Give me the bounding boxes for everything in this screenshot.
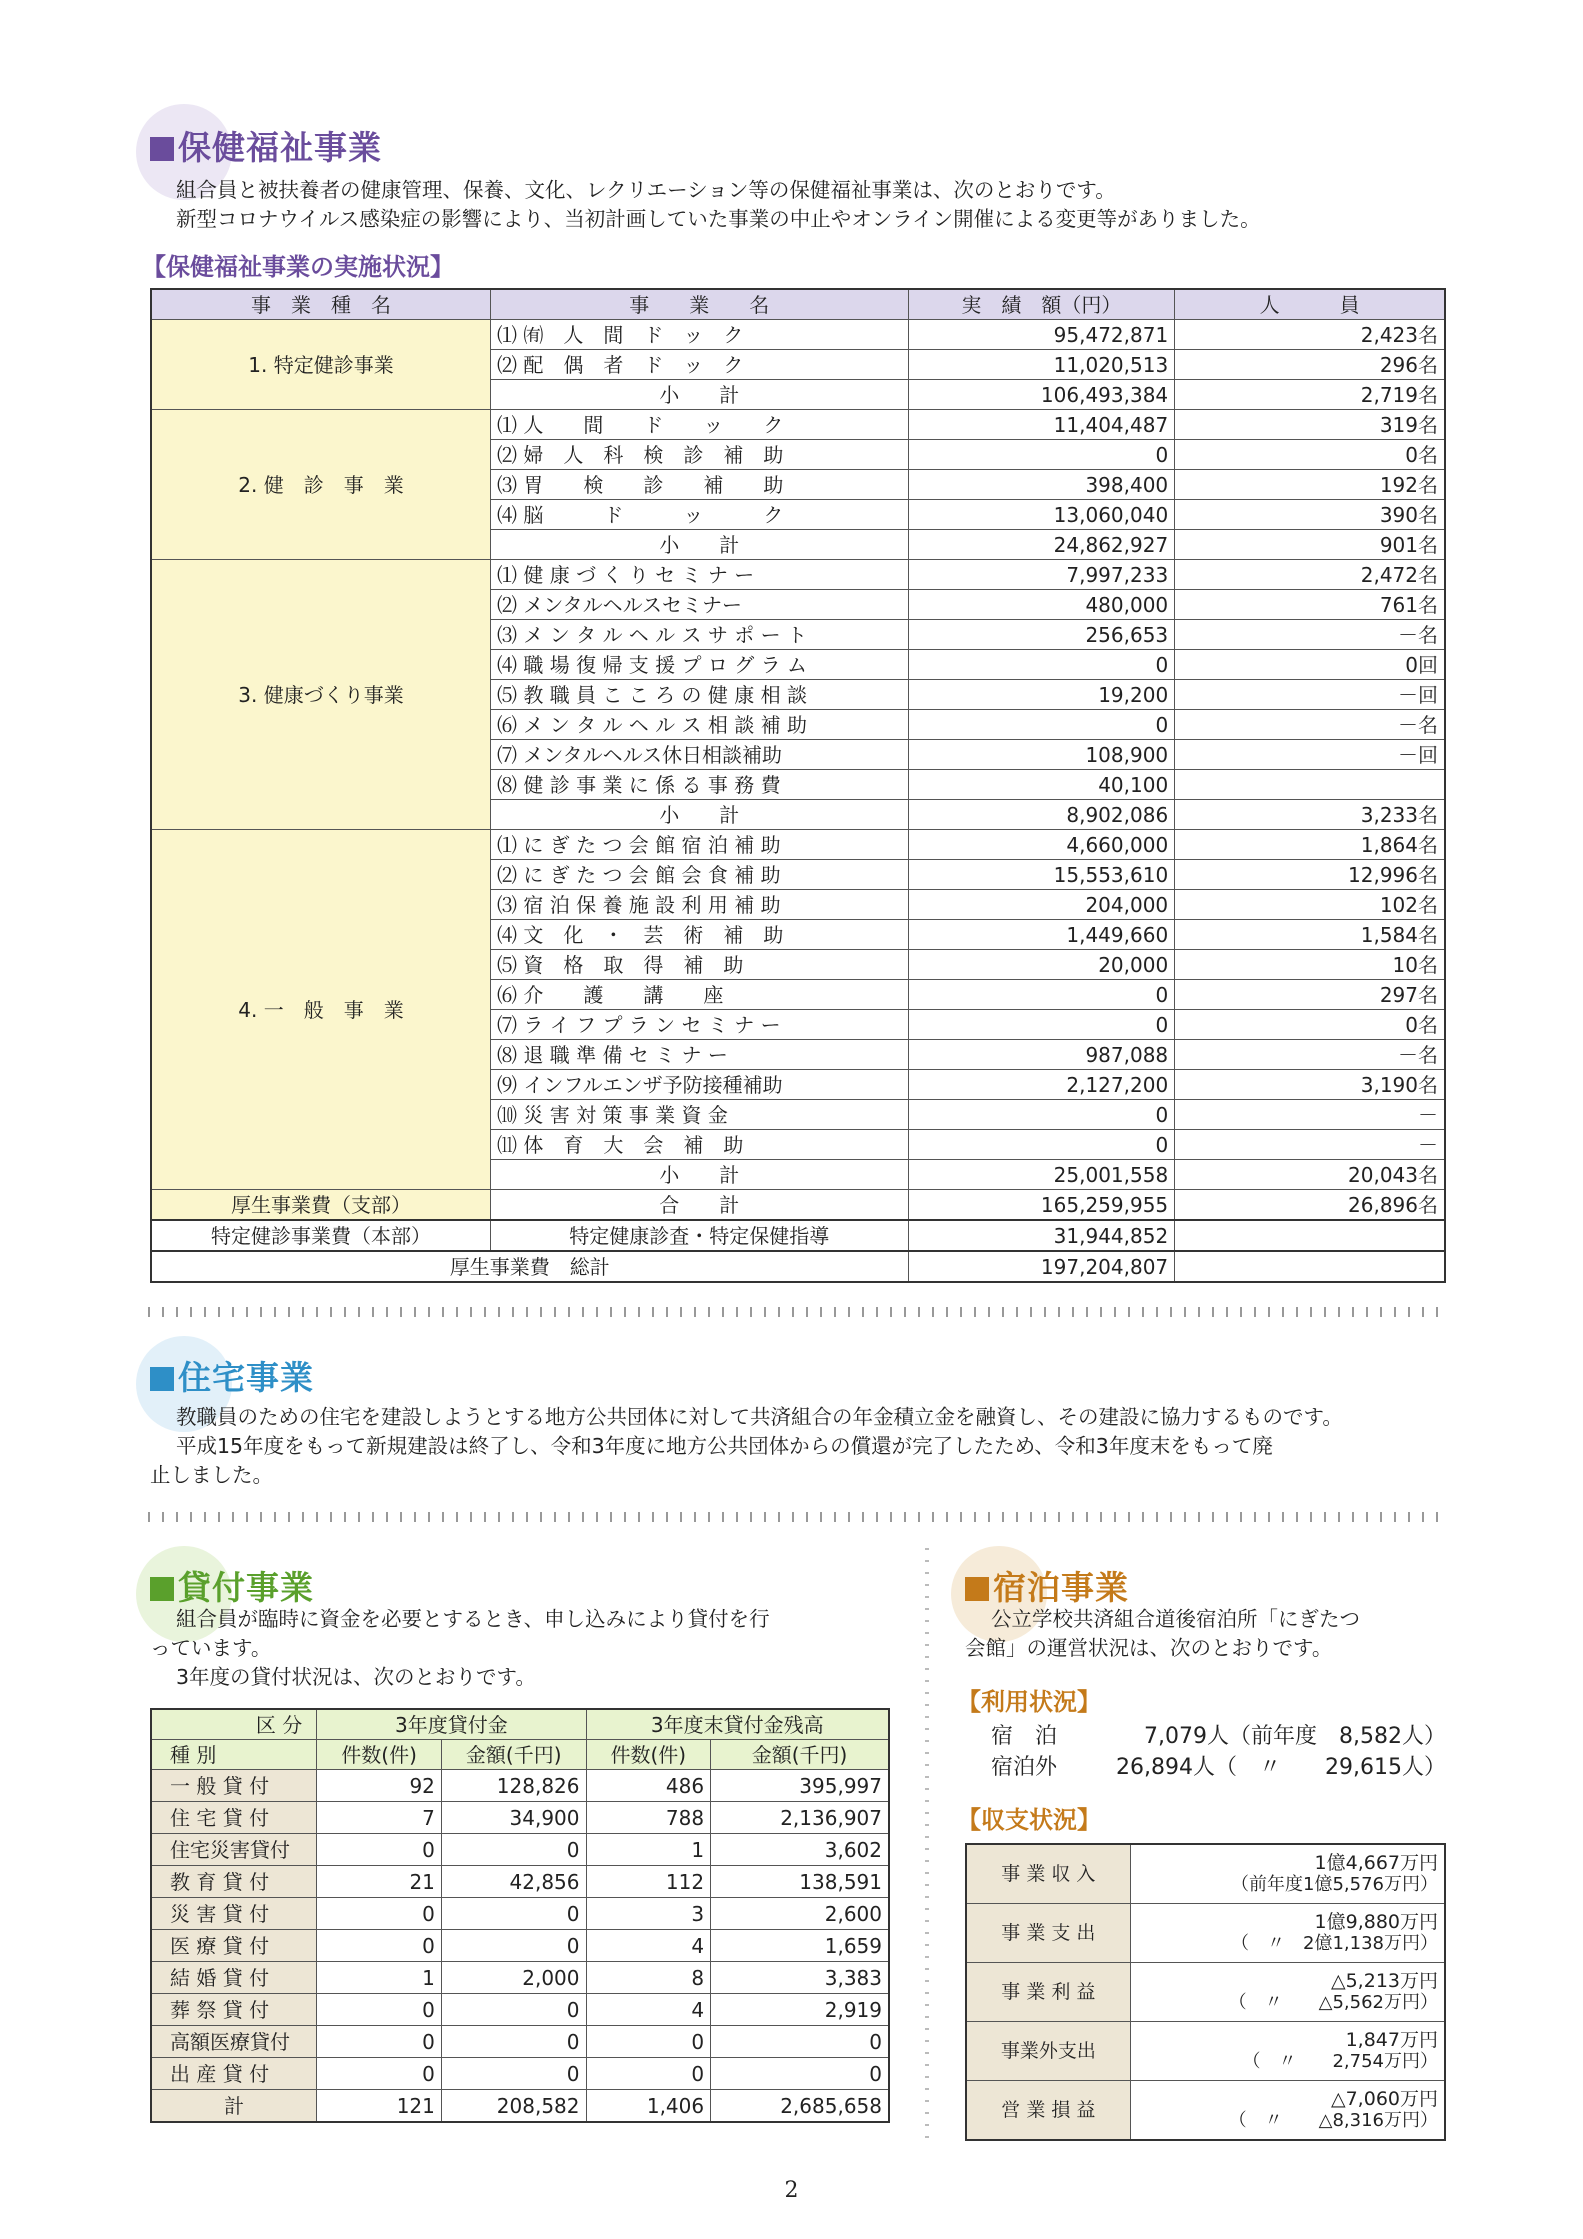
balance-count: 3 <box>586 1898 711 1930</box>
loan-type: 一 般 貸 付 <box>151 1770 317 1802</box>
people-cell: 3,190名 <box>1175 1070 1445 1100</box>
table-row <box>151 1866 889 1898</box>
table-row-total <box>151 1190 1445 1221</box>
loan-amount: 0 <box>441 1930 586 1962</box>
category-cell: 4. 一 般 事 業 <box>151 830 491 1190</box>
loan-type: 葬 祭 貸 付 <box>151 1994 317 2026</box>
item-name: ⑸ 資 格 取 得 補 助 <box>491 950 909 980</box>
amount-cell: 1,449,660 <box>908 920 1175 950</box>
people-cell: 0回 <box>1175 650 1445 680</box>
loan-amount: 0 <box>441 1834 586 1866</box>
amount-cell: 13,060,040 <box>908 500 1175 530</box>
item-name: ⑺ メンタルヘルス休日相談補助 <box>491 740 909 770</box>
shushi-current: 1億4,667万円 <box>1314 1852 1438 1874</box>
shushi-title: 【収支状況】 <box>957 1806 1101 1834</box>
shushi-value <box>1130 2081 1445 2141</box>
amount-cell: 0 <box>908 1100 1175 1130</box>
balance-amount: 0 <box>711 2058 889 2090</box>
people-cell <box>1175 1220 1445 1251</box>
loan-count: 0 <box>317 1994 442 2026</box>
shushi-value <box>1130 1904 1445 1963</box>
people-cell: 390名 <box>1175 500 1445 530</box>
kashitsuke-title <box>150 1562 314 1609</box>
shukuhaku-para-1b: 会館」の運営状況は、次のとおりです。 <box>965 1636 1333 1660</box>
people-cell: － <box>1175 1130 1445 1160</box>
amount-cell: 165,259,955 <box>908 1190 1175 1221</box>
amount-cell: 0 <box>908 1130 1175 1160</box>
amount-cell: 31,944,852 <box>908 1220 1175 1251</box>
jutaku-title-text: 住宅事業 <box>178 1358 314 1397</box>
amount-cell: 24,862,927 <box>908 530 1175 560</box>
balance-count: 0 <box>586 2058 711 2090</box>
kashitsuke-para-1b: っています。 <box>150 1636 272 1660</box>
section-divider <box>148 1512 1448 1522</box>
column-divider <box>925 1548 929 2148</box>
riyo-value: 7,079人（前年度 8,582人） <box>1144 1724 1446 1749</box>
item-name: ⑷ 文 化 ・ 芸 術 補 助 <box>491 920 909 950</box>
shushi-table <box>965 1843 1446 2141</box>
kashitsuke-para-1a: 組合員が臨時に資金を必要とするとき、申し込みにより貸付を行 <box>176 1607 770 1631</box>
amount-cell: 11,404,487 <box>908 410 1175 440</box>
shushi-previous: （ 〃 2億1,138万円） <box>1231 1933 1438 1954</box>
balance-amount: 3,383 <box>711 1962 889 1994</box>
amount-cell: 8,902,086 <box>908 800 1175 830</box>
item-name: 小 計 <box>491 1160 909 1190</box>
balance-amount: 138,591 <box>711 1866 889 1898</box>
hoken-para-2: 新型コロナウイルス感染症の影響により、当初計画していた事業の中止やオンライン開催による変更等がありました。 <box>176 207 1261 231</box>
loan-type: 災 害 貸 付 <box>151 1898 317 1930</box>
hoken-table-body <box>151 320 1445 1283</box>
people-cell: 296名 <box>1175 350 1445 380</box>
people-cell: 3,233名 <box>1175 800 1445 830</box>
table-row <box>151 1898 889 1930</box>
people-cell: 761名 <box>1175 590 1445 620</box>
item-name: ⑴ 人 間 ド ッ ク <box>491 410 909 440</box>
kashitsuke-title-text: 貸付事業 <box>178 1568 314 1607</box>
shushi-current: 1,847万円 <box>1345 2029 1438 2051</box>
hoken-title <box>150 122 382 169</box>
shushi-current: △7,060万円 <box>1330 2088 1438 2110</box>
amount-cell: 256,653 <box>908 620 1175 650</box>
loan-type: 出 産 貸 付 <box>151 2058 317 2090</box>
table-row <box>151 830 1445 860</box>
loan-amount: 34,900 <box>441 1802 586 1834</box>
item-name: ⑵ 配 偶 者 ド ッ ク <box>491 350 909 380</box>
balance-amount: 2,685,658 <box>711 2090 889 2123</box>
shushi-previous: （ 〃 △8,316万円） <box>1228 2110 1438 2131</box>
balance-count: 4 <box>586 1994 711 2026</box>
col-header: 実 績 額（円） <box>908 289 1175 320</box>
balance-count: 4 <box>586 1930 711 1962</box>
amount-cell: 4,660,000 <box>908 830 1175 860</box>
amount-cell: 19,200 <box>908 680 1175 710</box>
people-cell: 20,043名 <box>1175 1160 1445 1190</box>
amount-cell: 7,997,233 <box>908 560 1175 590</box>
jutaku-para-2a: 平成15年度をもって新規建設は終了し、令和3年度に地方公共団体からの償還が完了したため、令和3年度末をもって廃 <box>176 1434 1273 1458</box>
square-icon <box>965 1577 989 1601</box>
table-row <box>966 1904 1445 1963</box>
table-row-grand <box>151 1251 1445 1282</box>
riyo-label: 宿 泊 <box>991 1724 1058 1749</box>
amount-cell: 40,100 <box>908 770 1175 800</box>
table-row <box>151 320 1445 350</box>
shushi-label: 事 業 収 入 <box>966 1844 1130 1904</box>
loan-count: 0 <box>317 2026 442 2058</box>
amount-cell: 398,400 <box>908 470 1175 500</box>
loan-amount: 2,000 <box>441 1962 586 1994</box>
people-cell: 0名 <box>1175 1010 1445 1040</box>
loan-type: 高額医療貸付 <box>151 2026 317 2058</box>
item-name: ⑴ に ぎ た つ 会 館 宿 泊 補 助 <box>491 830 909 860</box>
shushi-value <box>1130 2022 1445 2081</box>
square-icon <box>150 1577 174 1601</box>
amount-cell: 480,000 <box>908 590 1175 620</box>
table-row <box>151 1770 889 1802</box>
shushi-label: 事 業 支 出 <box>966 1904 1130 1963</box>
item-name: ⑵ に ぎ た つ 会 館 会 食 補 助 <box>491 860 909 890</box>
shushi-current: △5,213万円 <box>1330 1970 1438 1992</box>
amount-cell: 15,553,610 <box>908 860 1175 890</box>
item-name: ⑴ 健 康 づ く り セ ミ ナ ー <box>491 560 909 590</box>
people-cell: －名 <box>1175 1040 1445 1070</box>
people-cell: 2,423名 <box>1175 320 1445 350</box>
table-row <box>966 1963 1445 2022</box>
amount-cell: 204,000 <box>908 890 1175 920</box>
loan-type: 結 婚 貸 付 <box>151 1962 317 1994</box>
amount-cell: 20,000 <box>908 950 1175 980</box>
people-cell: 102名 <box>1175 890 1445 920</box>
shushi-current: 1億9,880万円 <box>1314 1911 1438 1933</box>
col-header: 件数(件) <box>317 1740 442 1770</box>
loan-count: 0 <box>317 1930 442 1962</box>
loan-type: 医 療 貸 付 <box>151 1930 317 1962</box>
shushi-previous: （ 〃 2,754万円） <box>1242 2051 1438 2072</box>
people-cell: － <box>1175 1100 1445 1130</box>
square-icon <box>150 1367 174 1391</box>
people-cell <box>1175 1251 1445 1282</box>
table-row-honbu <box>151 1220 1445 1251</box>
riyo-row-2 <box>991 1753 1446 1782</box>
amount-cell: 106,493,384 <box>908 380 1175 410</box>
loan-amount: 128,826 <box>441 1770 586 1802</box>
riyo-row-1 <box>991 1722 1446 1751</box>
table-row <box>151 560 1445 590</box>
balance-amount: 395,997 <box>711 1770 889 1802</box>
balance-count: 1 <box>586 1834 711 1866</box>
table-row <box>151 1802 889 1834</box>
jutaku-para-2b: 止しました。 <box>150 1463 273 1487</box>
people-cell: 2,472名 <box>1175 560 1445 590</box>
item-name: ⑶ 胃 検 診 補 助 <box>491 470 909 500</box>
loan-count: 7 <box>317 1802 442 1834</box>
col-header-shubetsu: 種 別 <box>151 1740 317 1770</box>
shushi-previous: （前年度1億5,576万円） <box>1231 1874 1438 1895</box>
people-cell: 10名 <box>1175 950 1445 980</box>
loan-type: 住宅災害貸付 <box>151 1834 317 1866</box>
people-cell: －名 <box>1175 710 1445 740</box>
people-cell: 12,996名 <box>1175 860 1445 890</box>
kashitsuke-para-2: 3年度の貸付状況は、次のとおりです。 <box>176 1665 536 1689</box>
loan-amount: 0 <box>441 2058 586 2090</box>
people-cell: 2,719名 <box>1175 380 1445 410</box>
loan-count: 0 <box>317 2058 442 2090</box>
item-name: ⑸ 教 職 員 こ こ ろ の 健 康 相 談 <box>491 680 909 710</box>
people-cell: －回 <box>1175 680 1445 710</box>
balance-amount: 1,659 <box>711 1930 889 1962</box>
table-header-row <box>151 1709 889 1740</box>
table-row <box>151 2058 889 2090</box>
category-cell: 特定健診事業費（本部） <box>151 1220 491 1251</box>
hoken-para-1: 組合員と被扶養者の健康管理、保養、文化、レクリエーション等の保健福祉事業は、次のとおりです。 <box>176 178 1116 202</box>
amount-cell: 2,127,200 <box>908 1070 1175 1100</box>
item-name: ⑷ 職 場 復 帰 支 援 プ ロ グ ラ ム <box>491 650 909 680</box>
col-header-loan: 3年度貸付金 <box>317 1709 586 1740</box>
item-name: ⑽ 災 害 対 策 事 業 資 金 <box>491 1100 909 1130</box>
amount-cell: 197,204,807 <box>908 1251 1175 1282</box>
page-number: 2 <box>784 2178 799 2203</box>
amount-cell: 0 <box>908 650 1175 680</box>
kashitsuke-table <box>150 1708 890 2123</box>
people-cell: 26,896名 <box>1175 1190 1445 1221</box>
table-row <box>966 1844 1445 1904</box>
balance-amount: 3,602 <box>711 1834 889 1866</box>
table-row <box>151 2090 889 2123</box>
category-cell: 3. 健康づくり事業 <box>151 560 491 830</box>
table-row <box>151 2026 889 2058</box>
table-header-row <box>151 1740 889 1770</box>
item-name: 小 計 <box>491 380 909 410</box>
people-cell: －名 <box>1175 620 1445 650</box>
shushi-value <box>1130 1963 1445 2022</box>
col-header: 事 業 種 名 <box>151 289 491 320</box>
amount-cell: 25,001,558 <box>908 1160 1175 1190</box>
loan-count: 121 <box>317 2090 442 2123</box>
col-header-balance: 3年度末貸付金残高 <box>586 1709 889 1740</box>
item-name: ⑼ インフルエンザ予防接種補助 <box>491 1070 909 1100</box>
people-cell: 1,584名 <box>1175 920 1445 950</box>
people-cell: 192名 <box>1175 470 1445 500</box>
amount-cell: 0 <box>908 710 1175 740</box>
balance-count: 112 <box>586 1866 711 1898</box>
balance-count: 486 <box>586 1770 711 1802</box>
section-divider <box>148 1307 1448 1317</box>
shushi-label: 事 業 利 益 <box>966 1963 1130 2022</box>
col-header: 事 業 名 <box>491 289 909 320</box>
table-row <box>151 1930 889 1962</box>
amount-cell: 11,020,513 <box>908 350 1175 380</box>
shushi-table-body <box>966 1844 1445 2140</box>
riyo-label: 宿泊外 <box>991 1755 1058 1780</box>
item-name: ⑹ メ ン タ ル ヘ ル ス 相 談 補 助 <box>491 710 909 740</box>
col-header: 件数(件) <box>586 1740 711 1770</box>
shukuhaku-para-1a: 公立学校共済組合道後宿泊所「にぎたつ <box>991 1607 1360 1631</box>
item-name: 小 計 <box>491 530 909 560</box>
category-cell: 1. 特定健診事業 <box>151 320 491 410</box>
amount-cell: 0 <box>908 440 1175 470</box>
shushi-label: 事業外支出 <box>966 2022 1130 2081</box>
hoken-table <box>150 288 1446 1283</box>
table-row <box>151 1962 889 1994</box>
category-cell: 厚生事業費（支部） <box>151 1190 491 1221</box>
item-name: 特定健康診査・特定保健指導 <box>491 1220 909 1251</box>
hoken-table-title: 【保健福祉事業の実施状況】 <box>142 253 454 281</box>
amount-cell: 0 <box>908 1010 1175 1040</box>
balance-amount: 2,600 <box>711 1898 889 1930</box>
grand-label: 厚生事業費 総計 <box>151 1251 908 1282</box>
loan-type: 計 <box>151 2090 317 2123</box>
amount-cell: 95,472,871 <box>908 320 1175 350</box>
people-cell: －回 <box>1175 740 1445 770</box>
shushi-label: 営 業 損 益 <box>966 2081 1130 2141</box>
amount-cell: 108,900 <box>908 740 1175 770</box>
item-name: ⑶ メ ン タ ル ヘ ル ス サ ポ ー ト <box>491 620 909 650</box>
item-name: ⑾ 体 育 大 会 補 助 <box>491 1130 909 1160</box>
shukuhaku-title <box>965 1562 1129 1609</box>
amount-cell: 0 <box>908 980 1175 1010</box>
loan-amount: 0 <box>441 2026 586 2058</box>
loan-count: 21 <box>317 1866 442 1898</box>
balance-count: 8 <box>586 1962 711 1994</box>
amount-cell: 987,088 <box>908 1040 1175 1070</box>
riyo-value: 26,894人（ 〃 29,615人） <box>1116 1755 1446 1780</box>
loan-amount: 42,856 <box>441 1866 586 1898</box>
item-name: 合 計 <box>491 1190 909 1221</box>
people-cell: 0名 <box>1175 440 1445 470</box>
table-row <box>151 1834 889 1866</box>
kashitsuke-table-body <box>151 1770 889 2123</box>
item-name: ⑺ ラ イ フ プ ラ ン セ ミ ナ ー <box>491 1010 909 1040</box>
shukuhaku-title-text: 宿泊事業 <box>993 1568 1129 1607</box>
table-row <box>966 2022 1445 2081</box>
table-row <box>151 410 1445 440</box>
loan-amount: 0 <box>441 1898 586 1930</box>
col-header-kubun: 区 分 <box>151 1709 317 1740</box>
item-name: ⑻ 健 診 事 業 に 係 る 事 務 費 <box>491 770 909 800</box>
square-icon <box>150 137 174 161</box>
hoken-title-text: 保健福祉事業 <box>178 128 382 167</box>
jutaku-title <box>150 1352 314 1399</box>
people-cell: 901名 <box>1175 530 1445 560</box>
table-row <box>966 2081 1445 2141</box>
col-header: 人 員 <box>1175 289 1445 320</box>
balance-amount: 0 <box>711 2026 889 2058</box>
shushi-value <box>1130 1844 1445 1904</box>
loan-count: 1 <box>317 1962 442 1994</box>
people-cell <box>1175 770 1445 800</box>
loan-count: 92 <box>317 1770 442 1802</box>
item-name: 小 計 <box>491 800 909 830</box>
balance-amount: 2,136,907 <box>711 1802 889 1834</box>
loan-amount: 0 <box>441 1994 586 2026</box>
col-header: 金額(千円) <box>711 1740 889 1770</box>
item-name: ⑵ 婦 人 科 検 診 補 助 <box>491 440 909 470</box>
balance-count: 1,406 <box>586 2090 711 2123</box>
jutaku-para-1: 教職員のための住宅を建設しようとする地方公共団体に対して共済組合の年金積立金を融資し、その建設に協力するものです。 <box>176 1405 1343 1429</box>
table-header-row <box>151 289 1445 320</box>
table-row <box>151 1994 889 2026</box>
people-cell: 297名 <box>1175 980 1445 1010</box>
people-cell: 319名 <box>1175 410 1445 440</box>
loan-type: 教 育 貸 付 <box>151 1866 317 1898</box>
category-cell: 2. 健 診 事 業 <box>151 410 491 560</box>
loan-count: 0 <box>317 1834 442 1866</box>
col-header: 金額(千円) <box>441 1740 586 1770</box>
balance-count: 0 <box>586 2026 711 2058</box>
item-name: ⑷ 脳 ド ッ ク <box>491 500 909 530</box>
item-name: ⑴ ㈲ 人 間 ド ッ ク <box>491 320 909 350</box>
riyo-title: 【利用状況】 <box>957 1688 1101 1716</box>
loan-count: 0 <box>317 1898 442 1930</box>
loan-type: 住 宅 貸 付 <box>151 1802 317 1834</box>
shushi-previous: （ 〃 △5,562万円） <box>1228 1992 1438 2013</box>
item-name: ⑹ 介 護 講 座 <box>491 980 909 1010</box>
item-name: ⑶ 宿 泊 保 養 施 設 利 用 補 助 <box>491 890 909 920</box>
balance-count: 788 <box>586 1802 711 1834</box>
balance-amount: 2,919 <box>711 1994 889 2026</box>
item-name: ⑻ 退 職 準 備 セ ミ ナ ー <box>491 1040 909 1070</box>
item-name: ⑵ メンタルヘルスセミナー <box>491 590 909 620</box>
people-cell: 1,864名 <box>1175 830 1445 860</box>
loan-amount: 208,582 <box>441 2090 586 2123</box>
